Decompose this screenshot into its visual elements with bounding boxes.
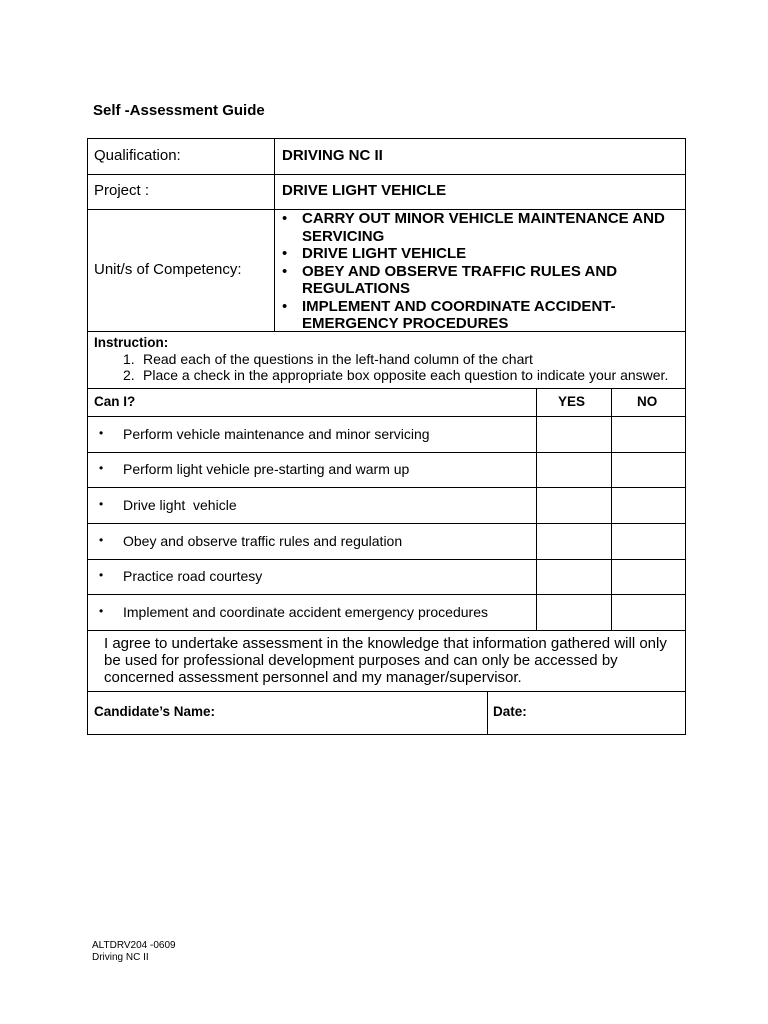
checklist-row xyxy=(88,417,536,452)
bullet: • xyxy=(99,604,104,618)
unit-item: • IMPLEMENT AND COORDINATE ACCIDENT-EMERGENCY PROCEDURES xyxy=(282,298,682,333)
instruction-step-number: 2. xyxy=(123,367,135,383)
project-label: Project : xyxy=(94,182,150,199)
info-table-divider xyxy=(274,138,275,332)
checklist-row xyxy=(88,488,536,523)
instruction-title: Instruction: xyxy=(94,335,169,350)
question-text: Practice road courtesy xyxy=(123,568,263,584)
checklist-row-divider xyxy=(87,630,686,631)
no-header: NO xyxy=(637,394,658,409)
no-checkbox[interactable] xyxy=(612,417,686,452)
checklist-row xyxy=(88,595,536,630)
bullet: • xyxy=(99,497,104,511)
yes-checkbox[interactable] xyxy=(537,417,611,452)
yes-header: YES xyxy=(558,394,586,409)
page-title: Self -Assessment Guide xyxy=(93,102,265,119)
unit-item: • CARRY OUT MINOR VEHICLE MAINTENANCE AND SERVICING xyxy=(282,210,682,245)
candidate-name-label: Candidate’s Name: xyxy=(94,704,216,719)
no-checkbox[interactable] xyxy=(612,595,686,630)
units-label: Unit/s of Competency: xyxy=(94,261,242,278)
no-checkbox[interactable] xyxy=(612,453,686,487)
qualification-value: DRIVING NC II xyxy=(282,147,383,164)
question-text: Drive light vehicle xyxy=(123,497,237,513)
bullet: • xyxy=(99,568,104,582)
can-i-header: Can I? xyxy=(94,394,136,409)
units-list xyxy=(282,210,682,333)
no-checkbox[interactable] xyxy=(612,524,686,559)
qualification-label: Qualification: xyxy=(94,147,181,164)
yes-checkbox[interactable] xyxy=(537,560,611,594)
bullet: • xyxy=(99,461,104,475)
instruction-step-text: Read each of the questions in the left-hand column of the chart xyxy=(143,351,533,367)
no-checkbox[interactable] xyxy=(612,560,686,594)
instruction-step-number: 1. xyxy=(123,351,135,367)
checklist-row xyxy=(88,452,536,487)
question-text: Perform light vehicle pre-starting and warm up xyxy=(123,461,410,477)
checklist-row xyxy=(88,559,536,594)
no-checkbox[interactable] xyxy=(612,488,686,523)
checklist-row-divider xyxy=(87,388,686,389)
instruction-list xyxy=(94,351,684,383)
info-row-divider xyxy=(87,174,686,175)
footer-code: ALTDRV204 -0609 xyxy=(92,940,176,951)
instruction-step-text: Place a check in the appropriate box opposite each question to indicate your answer. xyxy=(143,367,669,383)
checklist-row xyxy=(88,524,536,559)
yes-checkbox[interactable] xyxy=(537,488,611,523)
project-value: DRIVE LIGHT VEHICLE xyxy=(282,182,447,199)
yes-checkbox[interactable] xyxy=(537,595,611,630)
unit-item: • DRIVE LIGHT VEHICLE xyxy=(282,245,682,263)
footer xyxy=(92,940,176,964)
yes-checkbox[interactable] xyxy=(537,453,611,487)
unit-item: • OBEY AND OBSERVE TRAFFIC RULES AND REGULATIONS xyxy=(282,263,682,298)
instruction-step xyxy=(94,351,684,367)
candidate-name-field[interactable] xyxy=(88,692,487,734)
agreement-text: I agree to undertake assessment in the knowledge that information gathered will only be used for professional development purposes and can only be accessed by concerned assessment personnel and my manager/supervisor. xyxy=(104,635,667,686)
date-label: Date: xyxy=(493,704,527,719)
date-field[interactable] xyxy=(488,692,685,734)
question-text: Implement and coordinate accident emergency procedures xyxy=(123,604,488,620)
instruction-step xyxy=(94,367,684,383)
footer-name: Driving NC II xyxy=(92,952,149,963)
bullet: • xyxy=(99,426,104,440)
question-text: Obey and observe traffic rules and regulation xyxy=(123,533,403,549)
yes-checkbox[interactable] xyxy=(537,524,611,559)
bullet: • xyxy=(99,533,104,547)
question-text: Perform vehicle maintenance and minor servicing xyxy=(123,426,430,442)
